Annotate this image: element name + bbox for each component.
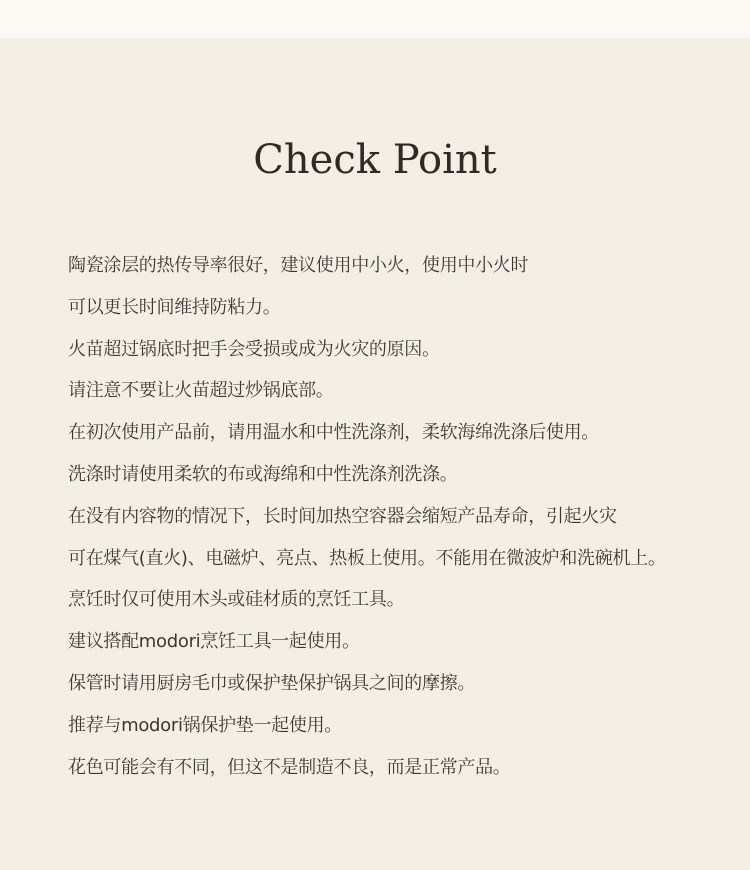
note-line: 推荐与modori锅保护垫一起使用。 [68,714,342,736]
note-line: 烹饪时仅可使用木头或硅材质的烹饪工具。 [68,589,405,611]
note-line: 火苗超过锅底时把手会受损或成为火灾的原因。 [68,338,440,360]
note-line: 保管时请用厨房毛巾或保护垫保护锅具之间的摩擦。 [68,672,476,694]
top-band [0,0,750,38]
page-title: Check Point [253,137,497,183]
note-line: 建议搭配modori烹饪工具一起使用。 [68,631,360,653]
note-line: 花色可能会有不同，但这不是制造不良，而是正常产品。 [68,756,511,778]
note-line: 请注意不要让火苗超过炒锅底部。 [68,380,334,402]
note-line: 在没有内容物的情况下，长时间加热空容器会缩短产品寿命，引起火灾 [68,505,617,527]
note-line: 可以更长时间维持防粘力。 [68,296,281,318]
note-line: 洗涤时请使用柔软的布或海绵和中性洗涤剂洗涤。 [68,463,458,485]
note-line: 在初次使用产品前，请用温水和中性洗涤剂，柔软海绵洗涤后使用。 [68,422,599,444]
check-point-list [68,245,750,788]
note-line: 陶瓷涂层的热传导率很好，建议使用中小火，使用中小火时 [68,255,529,276]
note-line: 可在煤气(直火)、电磁炉、亮点、热板上使用。不能用在微波炉和洗碗机上。 [68,547,666,569]
